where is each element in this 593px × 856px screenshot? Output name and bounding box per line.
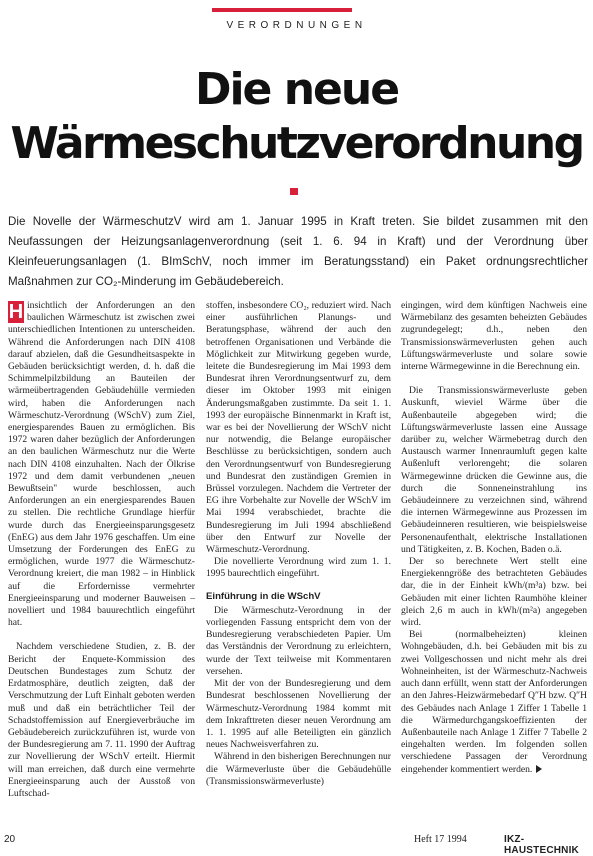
body-paragraph (401, 629, 587, 775)
body-paragraph: stoffen, insbesondere CO₂, reduziert wird. Nach einer ausführlichen Planungs- und Beratungsphase, während der auch den betroffenen Organisationen und Verbände die Möglichkeit zur Mitwirkung gegeben wurde, leitete die Bundesregierung im Mai 1993 dem Bundesrat ihren Verordnungsentwurf zu, dem dieser im Oktober 1993 mit einigen Änderungsmaßgaben zustimmte. Da seit 1. 1. 1993 der europäische Binnenmarkt in Kraft ist, war es bei der Novellierung der WSchV nicht nur notwendig, die Belange europäischer Beschlüsse zu berücksichtigen, sondern auch den Verordnungsentwurf von Bundesregierung und Bundesrat den zuständigen Gremien in Brüssel vorzulegen. Nachdem die Vertreter der EG ihre Vorbehalte zur Novelle der WSchV im Mai 1994 verabschiedet, brachte die Bundesregierung im Juli 1994 abschließend über den Entwurf zur Novelle der Wärmeschutz-Verordnung. (206, 300, 391, 556)
article-column-2 (206, 300, 391, 788)
headline-line-1: Die neue (194, 64, 399, 115)
article-column-1 (8, 300, 195, 800)
article-column-3 (401, 300, 587, 776)
section-label: VERORDNUNGEN (226, 20, 367, 31)
magazine-name: IKZ-HAUSTECHNIK (504, 834, 579, 856)
drop-cap: H (8, 301, 24, 323)
body-paragraph: Nachdem verschiedene Studien, z. B. der Bericht der Enquete-Kommission des Deutschen Bundestages zum Schutz der Erdatmosphäre, deutlich zeigten, daß der Verschmutzung der Luft Einhalt geboten werden muß und daß ein beträchtlicher Teil der Schadstoffemission auf Energieverbräuche im Gebäudebereich zurückzuführen ist, wurde von der Bundesregierung am 7. 11. 1990 der Auftrag zur Novellierung der WSchV erteilt. Hiermit will man erreichen, daß durch eine vermehrte Energieeinsparung auch der Ausstoß von Luftschad- (8, 641, 195, 799)
title-accent-square (290, 188, 298, 195)
issue-info: Heft 17 1994 (414, 834, 467, 845)
top-accent-bar (212, 8, 352, 12)
headline-line-2: Wärmeschutzverordnung (10, 118, 583, 169)
body-paragraph: eingingen, wird dem künftigen Nachweis eine Wärmebilanz des gesamten beheizten Gebäudes zugrundegelegt; d.h., neben den Transmissionswärmeverlusten gehen auch Lüftungswärmeverluste und solare sowie interne Wärmegewinne in die Berechnung ein. (401, 300, 587, 373)
page-number: 20 (4, 834, 16, 845)
subheading: Einführung in die WSchV (206, 590, 321, 602)
body-paragraph: Mit der von der Bundesregierung und dem Bundesrat beschlossenen Novellierung der Wärmeschutz-Verordnung 1984 kommt mit dem Inkrafttreten dieser neuen Verordnung am 1. 1. 1995 auf alle Beteiligten ein gänzlich neues Nachweisverfahren zu. (206, 678, 391, 751)
body-paragraph-text: Bei (normalbeheizten) kleinen Wohngebäuden, d.h. bei Gebäuden mit bis zu zwei Vollgeschossen und nicht mehr als drei Wohneinheiten, ist der Wärmeschutz-Nachweis auch dann erfüllt, wenn statt der Anforderungen an den Jahres-Heizwärmebedarf Q″H bzw. Q″H des Gebäudes nach Anlage 1 Ziffer 1 Tabelle 1 die Wärmedurchgangskoeffizienten der Außenbauteile nach Anlage 1 Ziffer 7 Tabelle 2 eingehalten werden. Im folgenden sollen verschiedene Passagen der Verordnung eingehender kommentiert werden. (401, 629, 587, 775)
lead-paragraph: Die Novelle der WärmeschutzV wird am 1. Januar 1995 in Kraft treten. Sie bildet zusammen mit den Neufassungen der Heizungsanlagenverordnung (seit 1. 6. 94 in Kraft) und der Verordnung über Kleinfeuerungsanlagen (1. BImSchV, noch immer im Beratungsstand) ein Paket ordnungsrechtlicher Maßnahmen zur CO₂-Minderung im Gebäudebereich. (8, 215, 588, 288)
body-paragraph: insichtlich der Anforderungen an den baulichen Wärmeschutz ist zwischen zwei unterschiedlichen Intentionen zu unterscheiden. Während die Anforderungen nach DIN 4108 darauf abzielen, daß die Gesundheitsaspekte in Gebäuden berücksichtigt werden, d. h. daß die Schimmelpilzbildung an Bauteilen der wärmeübertragenden Gebäudehülle vermieden wird, haben die Anforderungen nach Wärmeschutz-Verordnung (WSchV) zum Ziel, energiesparendes Bauen zu ermöglichen. Bis 1972 waren daher bezüglich der Anforderungen an den baulichen Wärmeschutz nur die Werte nach DIN 4108 einzuhalten. Nach der Ölkrise 1972 und dem damit verbundenen „neuen Bewußtsein" wurde beschlossen, auch Anforderungen an ein energiesparendes Bauen zu stellen. Die rechtliche Grundlage hierfür wurde durch das Energieeinsparungsgesetz (EnEG) aus dem Jahr 1976 geschaffen. Um eine Umsetzung der Forderungen des EnEG zu ermöglichen, wurde 1977 die Wärmeschutz-Verordnung kreiert, die man 1982 – in Hinblick auf die Erfordernisse vermehrter Energieeinsparung und moderner Bauweisen – novelliert und 1984 bauurechtlich eingeführt hat. (8, 300, 195, 629)
body-paragraph: Der so berechnete Wert stellt eine Energiekenngröße des betrachteten Gebäudes dar, die in der Einheit kWh/(m³a) bzw. bei Gebäuden mit einer lichten Raumhöhe kleiner gleich 2,6 m auch in kWh/(m²a) angegeben wird. (401, 556, 587, 629)
body-paragraph: Die Wärmeschutz-Verordnung in der vorliegenden Fassung entspricht dem von der Bundesregierung verabschiedeten Papier. Um das Verständnis der Verordnung zu erleichtern, wurde der Text teilweise mit Kommentaren versehen. (206, 604, 391, 677)
body-paragraph: Die Transmissionswärmeverluste geben Auskunft, wieviel Wärme über die Außenbauteile abgegeben wird; die Lüftungswärmeverluste lassen eine Aussage darüber zu, welcher Wärmebetrag durch den Austausch warmer Innenraumluft gegen kalte Außenluft verlorengeht; die solaren Wärmegewinne drücken die Gewinne aus, die durch die Sonneneinstrahlung ins Gebäudeinnere zu verzeichnen sind, während die internen Wärmegewinne aus Prozessen im Gebäudeinneren resultieren, wie beispielsweise Personenaufenthalt, elektrische Installationen und Tätigkeiten, z. B. Kochen, Baden o.ä. (401, 385, 587, 555)
body-paragraph: Während in den bisherigen Berechnungen nur die Wärmeverluste über die Gebäudehülle (Transmissionswärmeverluste) (206, 751, 391, 787)
body-paragraph: Die novellierte Verordnung wird zum 1. 1. 1995 baurechtlich eingeführt. (206, 556, 391, 580)
continue-arrow-icon (536, 765, 542, 773)
